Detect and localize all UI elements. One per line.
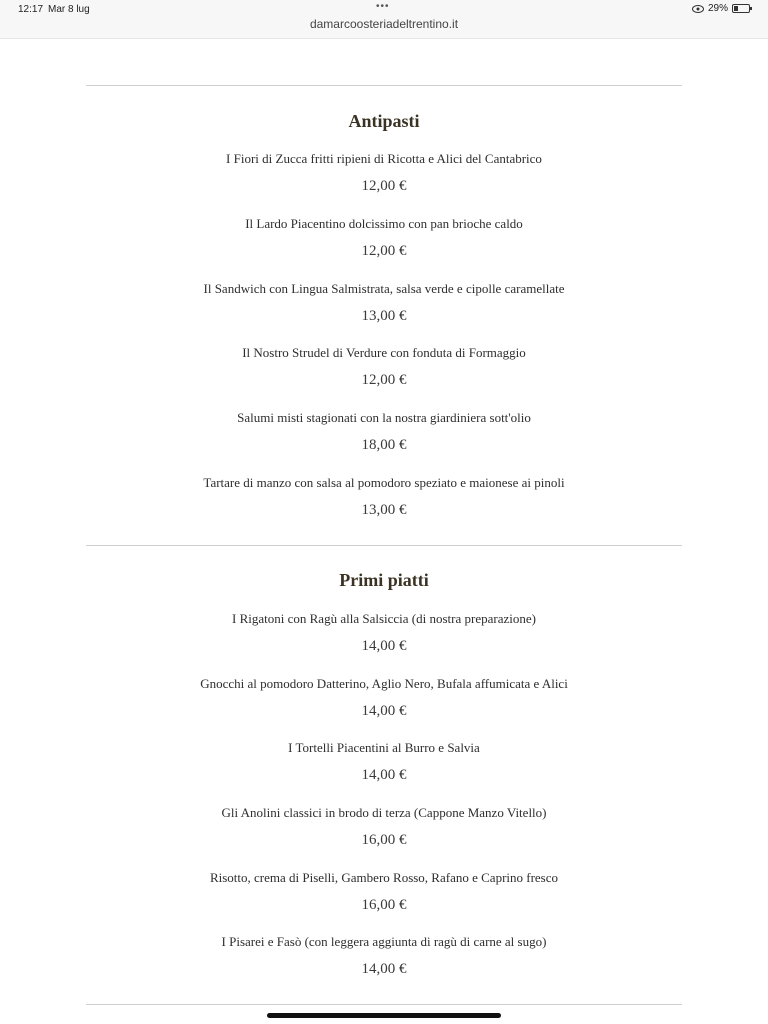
- battery-percent: 29%: [707, 3, 728, 14]
- menu-item-price: 12,00 €: [361, 178, 407, 194]
- menu-item-name: Gnocchi al pomodoro Datterino, Aglio Nero, Bufala affumicata e Alici: [200, 676, 568, 691]
- menu-item-price: 14,00 €: [361, 961, 407, 977]
- address-bar-url[interactable]: damarcoosteriadeltrentino.it: [309, 17, 459, 31]
- section-title-antipasti: Antipasti: [348, 111, 420, 131]
- menu-item-name: I Rigatoni con Ragù alla Salsiccia (di nostra preparazione): [232, 611, 536, 626]
- home-indicator[interactable]: [267, 1013, 501, 1018]
- menu-item-name: Risotto, crema di Piselli, Gambero Rosso, Rafano e Caprino fresco: [209, 870, 559, 885]
- menu-item-name: I Tortelli Piacentini al Burro e Salvia: [288, 740, 480, 755]
- menu-item-price: 13,00 €: [361, 502, 407, 518]
- menu-item-name: Il Sandwich con Lingua Salmistrata, salsa verde e cipolle caramellate: [203, 281, 565, 296]
- status-date: Mar 8 lug: [48, 4, 90, 15]
- menu-item-price: 14,00 €: [361, 638, 407, 654]
- multitasking-dots-icon[interactable]: •••: [376, 1, 390, 12]
- menu-item-price: 12,00 €: [361, 243, 407, 259]
- menu-item-price: 16,00 €: [361, 897, 407, 913]
- battery-icon: [732, 4, 750, 13]
- status-time: 12:17: [18, 4, 44, 15]
- section-title-primi-piatti: Primi piatti: [339, 570, 429, 590]
- menu-item-price: 13,00 €: [361, 308, 407, 324]
- menu-item-price: 18,00 €: [361, 437, 407, 453]
- menu-item-name: I Pisarei e Fasò (con leggera aggiunta di ragù di carne al sugo): [221, 934, 547, 949]
- menu-item-price: 14,00 €: [361, 703, 407, 719]
- menu-item-name: Gli Anolini classici in brodo di terza (Cappone Manzo Vitello): [221, 805, 547, 820]
- divider: [86, 85, 682, 86]
- menu-item-price: 14,00 €: [361, 767, 407, 783]
- status-bar: [0, 0, 768, 39]
- divider: [86, 545, 682, 546]
- menu-item-name: Tartare di manzo con salsa al pomodoro speziato e maionese ai pinoli: [203, 475, 565, 490]
- menu-item-name: Salumi misti stagionati con la nostra giardiniera sott'olio: [237, 410, 531, 425]
- menu-item-price: 12,00 €: [361, 372, 407, 388]
- divider: [86, 1004, 682, 1005]
- menu-item-name: Il Nostro Strudel di Verdure con fonduta di Formaggio: [242, 345, 526, 360]
- menu-item-price: 16,00 €: [361, 832, 407, 848]
- status-indicators: [692, 3, 750, 14]
- menu-item-name: Il Lardo Piacentino dolcissimo con pan brioche caldo: [245, 216, 523, 231]
- privacy-eye-icon: [692, 5, 704, 13]
- menu-item-name: I Fiori di Zucca fritti ripieni di Ricotta e Alici del Cantabrico: [226, 151, 542, 166]
